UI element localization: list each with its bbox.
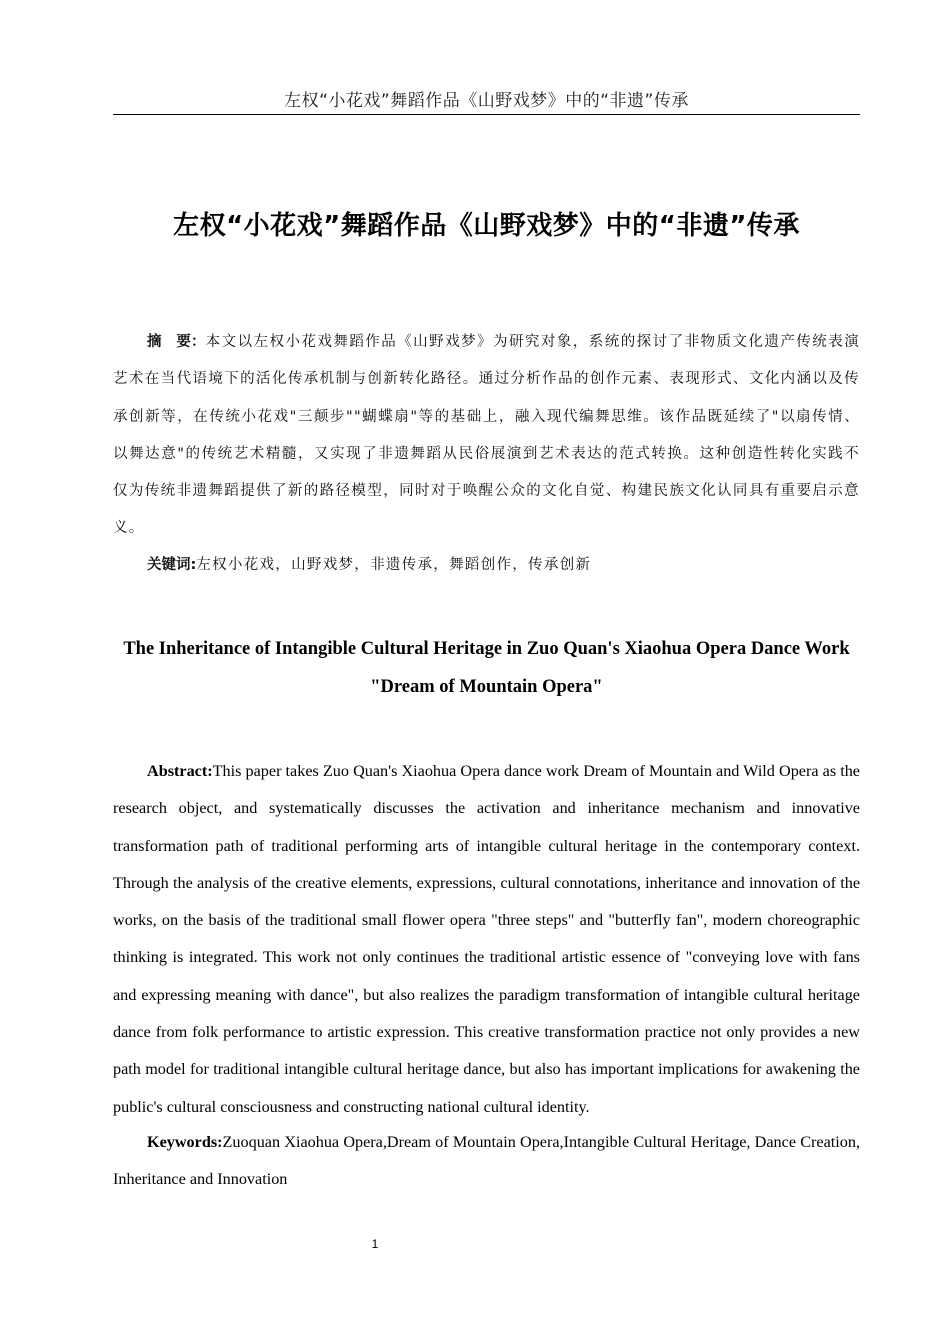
- english-abstract-text: This paper takes Zuo Quan's Xiaohua Opera dance work Dream of Mountain and Wild Opera as the research object, and systematically discusses the activation and inheritance mechanism and innovative transformation path of traditional performing arts of intangible cultural heritage in the contemporary context. Through the analysis of the creative elements, expressions, cultural connotations, inheritance and innovation of the works, on the basis of the traditional small flower opera "three steps" and "butterfly fan", modern choreographic thinking is integrated. This work not only continues the traditional artistic essence of "conveying love with fans and expressing meaning with dance", but also realizes the paradigm transformation of intangible cultural heritage dance from folk performance to artistic expression. This creative transformation practice not only provides a new path model for traditional intangible cultural heritage dance, but also has important implications for awakening the public's cultural consciousness and constructing national cultural identity.: [113, 762, 860, 1116]
- chinese-keywords-text: 左权小花戏，山野戏梦，非遗传承，舞蹈创作，传承创新: [196, 557, 592, 573]
- chinese-keywords-label: 关键词:: [147, 557, 197, 573]
- english-keywords: [113, 1124, 860, 1199]
- page-number: 1: [371, 1237, 379, 1251]
- english-keywords-text: Zuoquan Xiaohua Opera,Dream of Mountain Opera,Intangible Cultural Heritage, Dance Creation, Inheritance and Innovation: [113, 1133, 860, 1189]
- chinese-abstract-text: 本文以左权小花戏舞蹈作品《山野戏梦》为研究对象，系统的探讨了非物质文化遗产传统表演艺术在当代语境下的活化传承机制与创新转化路径。通过分析作品的创作元素、表现形式、文化内涵以及传承创新等，在传统小花戏"三颠步""蝴蝶扇"等的基础上，融入现代编舞思维。该作品既延续了"以扇传情、以舞达意"的传统艺术精髓，又实现了非遗舞蹈从民俗展演到艺术表达的范式转换。这种创造性转化实践不仅为传统非遗舞蹈提供了新的路径模型，同时对于唤醒公众的文化自觉、构建民族文化认同具有重要启示意义。: [113, 334, 861, 537]
- english-abstract: [113, 753, 860, 1126]
- english-title: The Inheritance of Intangible Cultural Heritage in Zuo Quan's Xiaohua Opera Dance Work "Dream of Mountain Opera": [123, 639, 850, 697]
- header-rule: [113, 114, 860, 115]
- chinese-abstract: [113, 324, 860, 548]
- english-keywords-label: Keywords:: [147, 1133, 223, 1151]
- english-abstract-label: Abstract:: [147, 762, 213, 780]
- running-header: 左权“小花戏”舞蹈作品《山野戏梦》中的“非遗”传承: [284, 91, 689, 111]
- chinese-abstract-label: 摘 要：: [147, 334, 206, 350]
- chinese-keywords: [113, 547, 860, 584]
- chinese-title: 左权“小花戏”舞蹈作品《山野戏梦》中的“非遗”传承: [173, 211, 800, 241]
